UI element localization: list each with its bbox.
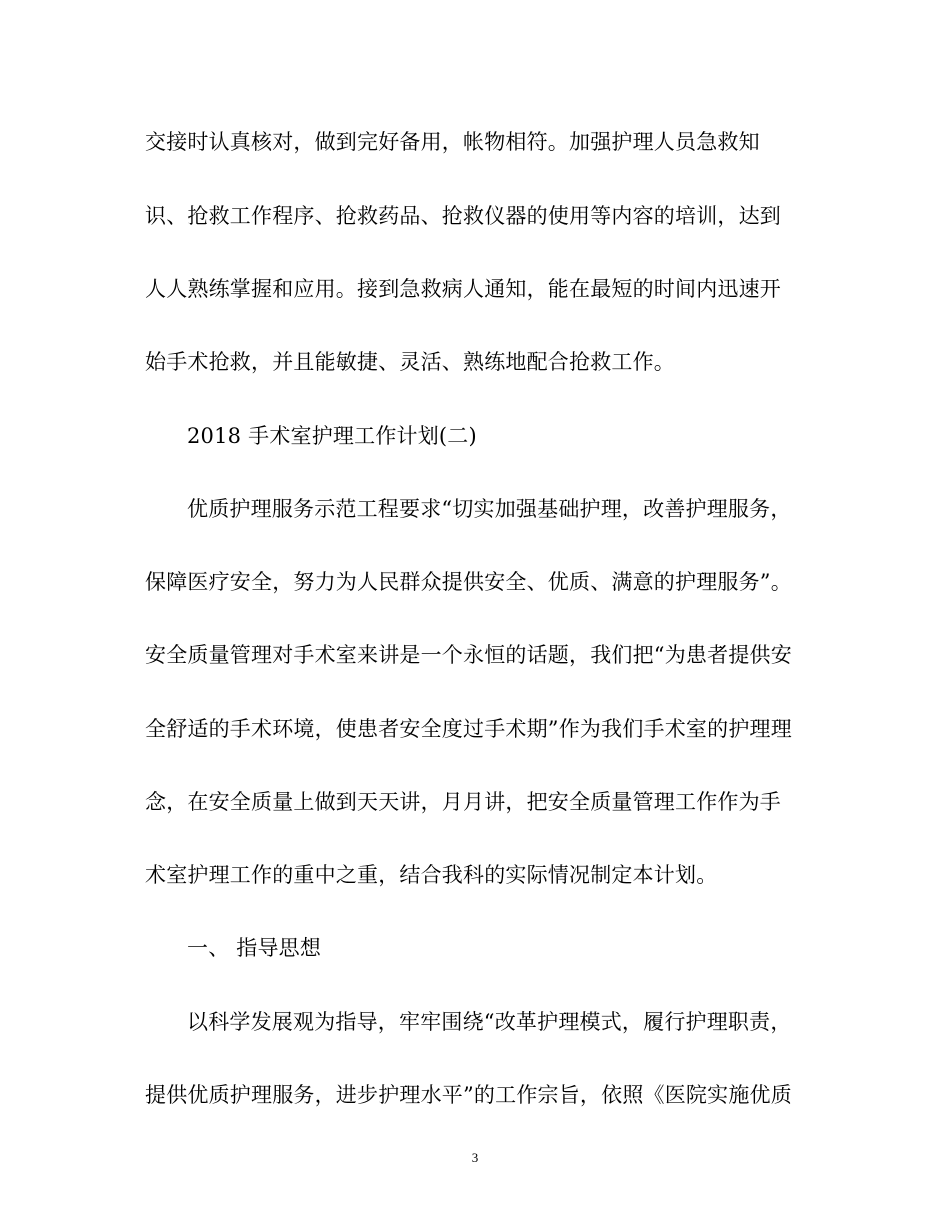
body-text-line: 交接时认真核对，做到完好备用，帐物相符。加强护理人员急救知 — [145, 130, 760, 154]
body-text-line: 术室护理工作的重中之重，结合我科的实际情况制定本计划。 — [145, 863, 718, 887]
body-text-line: 提供优质护理服务，进步护理水平”的工作宗旨，依照《医院实施优质 — [145, 1083, 792, 1107]
body-text-line: 以科学发展观为指导，牢牢围绕“改革护理模式，履行护理职责， — [187, 1010, 792, 1034]
body-text-line: 安全质量管理对手术室来讲是一个永恒的话题，我们把“为患者提供安 — [145, 643, 792, 667]
section-heading: 一、 指导思想 — [187, 936, 322, 960]
body-text-line: 人人熟练掌握和应用。接到急救病人通知，能在最短的时间内迅速开 — [145, 277, 781, 301]
body-text-line: 识、抢救工作程序、抢救药品、抢救仪器的使用等内容的培训，达到 — [145, 204, 781, 228]
body-text-line: 始手术抢救，并且能敏捷、灵活、熟练地配合抢救工作。 — [145, 350, 675, 374]
page-number: 3 — [471, 1150, 479, 1165]
body-text-line: 念，在安全质量上做到天天讲，月月讲，把安全质量管理工作作为手 — [145, 790, 781, 814]
section-title: 2018 手术室护理工作计划(二) — [187, 424, 477, 448]
body-text-line: 优质护理服务示范工程要求“切实加强基础护理，改善护理服务， — [187, 497, 792, 521]
body-text-line: 全舒适的手术环境，使患者安全度过手术期”作为我们手术室的护理理 — [145, 717, 792, 741]
body-text-line: 保障医疗安全，努力为人民群众提供安全、优质、满意的护理服务”。 — [145, 570, 792, 594]
